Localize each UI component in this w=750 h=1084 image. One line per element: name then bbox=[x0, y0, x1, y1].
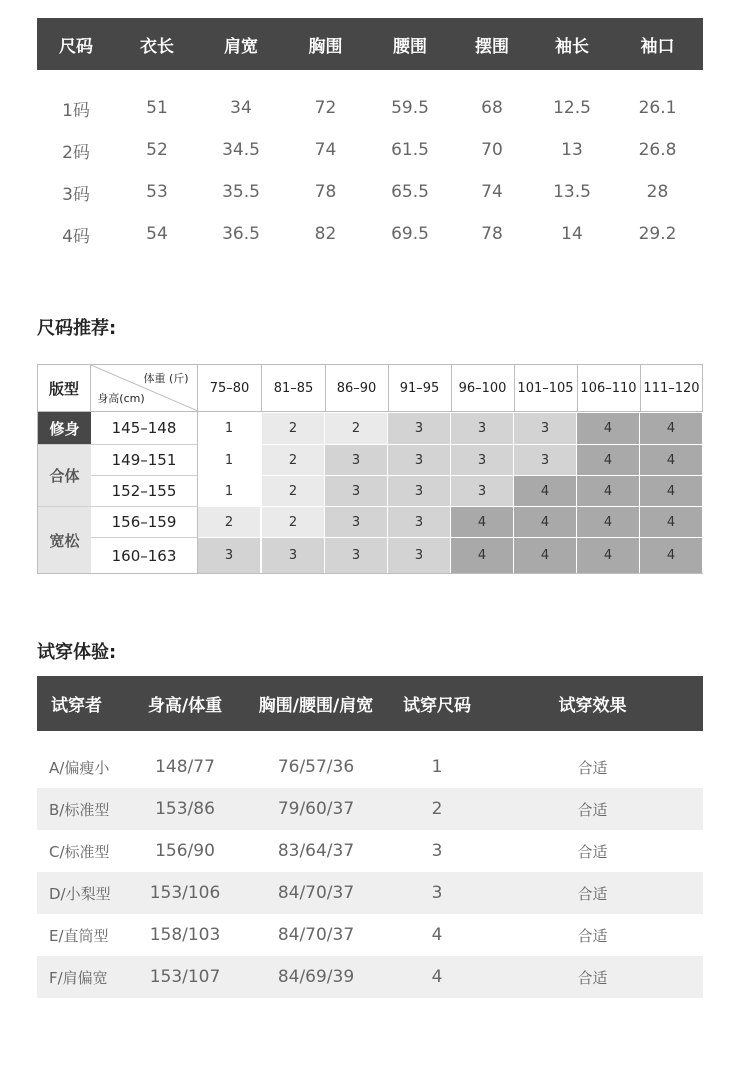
trial-table-cell: E/直筒型 bbox=[49, 926, 109, 945]
trial-table-cell: A/偏瘦小 bbox=[49, 758, 110, 777]
height-range-label: 145–148 bbox=[91, 412, 198, 444]
recommended-size-cell: 3 bbox=[262, 537, 325, 573]
size-table-cell: 34.5 bbox=[222, 140, 260, 160]
size-table-cell: 3码 bbox=[62, 184, 90, 205]
trial-table-cell: 合适 bbox=[577, 842, 608, 861]
size-table-cell: 70 bbox=[481, 140, 503, 160]
trial-table-cell: 合适 bbox=[577, 926, 608, 945]
recommended-size-cell: 4 bbox=[514, 537, 577, 573]
recommended-size-cell: 4 bbox=[514, 506, 577, 537]
size-table-cell: 78 bbox=[481, 224, 503, 244]
recommended-size-cell: 3 bbox=[388, 444, 451, 475]
recommended-size-cell: 2 bbox=[325, 412, 388, 444]
size-table-cell: 29.2 bbox=[638, 224, 677, 244]
size-table-cell: 74 bbox=[314, 140, 337, 160]
trial-table-cell: 158/103 bbox=[149, 925, 221, 945]
recommended-size-cell: 4 bbox=[640, 537, 703, 573]
recommended-size-cell: 3 bbox=[388, 412, 451, 444]
recommended-size-cell: 4 bbox=[640, 506, 703, 537]
size-header-cell: 衣长 bbox=[140, 36, 174, 57]
recommended-size-cell: 3 bbox=[325, 475, 388, 506]
weight-range-header: 96–100 bbox=[458, 380, 507, 396]
size-table-cell: 72 bbox=[314, 98, 337, 118]
size-table-cell: 78 bbox=[314, 182, 337, 202]
weight-range-header: 111–120 bbox=[643, 380, 700, 396]
trial-table-cell: C/标准型 bbox=[49, 842, 110, 861]
size-table-cell: 59.5 bbox=[391, 98, 429, 118]
size-header-cell: 袖口 bbox=[640, 36, 675, 57]
fit-type-label: 修身 bbox=[38, 412, 91, 444]
trial-table-row bbox=[37, 914, 703, 956]
recommended-size-cell: 2 bbox=[262, 412, 325, 444]
size-table-cell: 36.5 bbox=[222, 224, 260, 244]
trial-table-cell: 153/107 bbox=[149, 967, 221, 987]
size-header-cell: 尺码 bbox=[59, 36, 93, 57]
size-table-cell: 12.5 bbox=[553, 98, 591, 118]
fit-type-label: 宽松 bbox=[38, 506, 91, 573]
height-range-label: 149–151 bbox=[91, 444, 198, 475]
trial-header-cell: 身高/体重 bbox=[147, 696, 223, 716]
trial-table bbox=[37, 676, 703, 998]
trial-table-cell: 156/90 bbox=[155, 841, 215, 861]
trial-table-cell: 153/106 bbox=[149, 883, 221, 903]
recommended-size-cell: 3 bbox=[514, 444, 577, 475]
size-header-cell: 胸围 bbox=[308, 36, 343, 57]
trial-table-cell: 83/64/37 bbox=[277, 841, 355, 861]
recommended-size-cell: 3 bbox=[325, 537, 388, 573]
trial-table-row bbox=[37, 830, 703, 872]
height-range-label: 160–163 bbox=[91, 537, 198, 573]
trial-table-cell: D/小梨型 bbox=[49, 884, 111, 903]
recommended-size-cell: 1 bbox=[198, 412, 261, 444]
recommended-size-cell: 3 bbox=[451, 444, 514, 475]
trial-table-row bbox=[37, 956, 703, 998]
recommended-size-cell: 4 bbox=[640, 475, 703, 506]
height-axis-label: 身高(cm) bbox=[97, 392, 145, 405]
recommended-size-cell: 4 bbox=[640, 444, 703, 475]
trial-table-cell: 84/70/37 bbox=[277, 925, 355, 945]
trial-table-cell: 4 bbox=[431, 925, 443, 945]
trial-table-cell: 148/77 bbox=[155, 757, 215, 777]
trial-title: 试穿体验: bbox=[37, 642, 117, 663]
size-table-cell: 51 bbox=[146, 98, 168, 118]
recommended-size-cell: 3 bbox=[388, 475, 451, 506]
recommended-size-cell: 2 bbox=[262, 506, 325, 537]
size-table-row bbox=[37, 87, 703, 129]
trial-table-cell: 合适 bbox=[577, 968, 608, 987]
trial-table-cell: F/肩偏宽 bbox=[49, 968, 108, 987]
recommended-size-cell: 1 bbox=[198, 475, 261, 506]
recommended-size-cell: 4 bbox=[451, 537, 514, 573]
trial-table-cell: 84/70/37 bbox=[277, 883, 355, 903]
size-table-cell: 26.8 bbox=[638, 140, 677, 160]
trial-table-cell: 3 bbox=[431, 883, 443, 903]
size-table-cell: 14 bbox=[561, 224, 583, 244]
recommended-size-cell: 3 bbox=[451, 412, 514, 444]
size-table-cell: 74 bbox=[481, 182, 503, 202]
recommended-size-cell: 4 bbox=[577, 506, 640, 537]
trial-table-cell: 79/60/37 bbox=[277, 799, 355, 819]
size-table-row bbox=[37, 129, 703, 171]
trial-table-row bbox=[37, 788, 703, 830]
size-table-cell: 65.5 bbox=[391, 182, 429, 202]
recommended-size-cell: 2 bbox=[262, 475, 325, 506]
trial-table-cell: 84/69/39 bbox=[277, 967, 355, 987]
size-table bbox=[37, 18, 703, 255]
recommended-size-cell: 3 bbox=[388, 537, 451, 573]
size-table-row bbox=[37, 171, 703, 213]
size-header-cell: 袖长 bbox=[555, 36, 589, 57]
trial-table-cell: 合适 bbox=[577, 884, 608, 903]
size-table-cell: 13.5 bbox=[553, 182, 591, 202]
trial-table-cell: 4 bbox=[431, 967, 443, 987]
recommended-size-cell: 2 bbox=[262, 444, 325, 475]
recommendation-title: 尺码推荐: bbox=[37, 318, 117, 339]
recommended-size-cell: 4 bbox=[577, 537, 640, 573]
trial-table-cell: 2 bbox=[431, 799, 443, 819]
trial-table-cell: 3 bbox=[431, 841, 443, 861]
trial-header-cell: 试穿效果 bbox=[558, 696, 627, 716]
weight-range-header: 86–90 bbox=[336, 380, 377, 396]
size-table-cell: 1码 bbox=[62, 100, 90, 121]
size-table-row bbox=[37, 213, 703, 255]
size-table-cell: 61.5 bbox=[391, 140, 429, 160]
size-recommendation-grid bbox=[37, 364, 703, 574]
trial-table-row bbox=[37, 746, 703, 788]
size-table-cell: 69.5 bbox=[391, 224, 429, 244]
weight-range-header: 101–105 bbox=[517, 380, 574, 396]
trial-header-cell: 胸围/腰围/肩宽 bbox=[258, 696, 374, 716]
size-header-cell: 摆围 bbox=[475, 36, 509, 57]
recommended-size-cell: 3 bbox=[198, 537, 261, 573]
height-range-label: 156–159 bbox=[91, 506, 198, 537]
recommended-size-cell: 4 bbox=[451, 506, 514, 537]
recommended-size-cell: 4 bbox=[577, 475, 640, 506]
height-range-label: 152–155 bbox=[91, 475, 198, 506]
recommended-size-cell: 2 bbox=[198, 506, 261, 537]
trial-table-row bbox=[37, 872, 703, 914]
size-table-cell: 2码 bbox=[62, 142, 90, 163]
trial-table-cell: 76/57/36 bbox=[277, 757, 355, 777]
size-table-cell: 52 bbox=[146, 140, 168, 160]
trial-table-cell: 合适 bbox=[577, 800, 608, 819]
size-header-cell: 肩宽 bbox=[224, 36, 258, 57]
size-table-cell: 54 bbox=[146, 224, 168, 244]
recommended-size-cell: 4 bbox=[577, 412, 640, 444]
weight-range-header: 106–110 bbox=[580, 380, 637, 396]
size-table-header bbox=[37, 18, 703, 70]
trial-table-cell: 1 bbox=[431, 757, 443, 777]
size-table-cell: 13 bbox=[561, 140, 583, 160]
recommended-size-cell: 3 bbox=[514, 412, 577, 444]
recommended-size-cell: 4 bbox=[640, 412, 703, 444]
size-table-cell: 53 bbox=[146, 182, 168, 202]
recommended-size-cell: 3 bbox=[325, 506, 388, 537]
fit-type-header: 版型 bbox=[38, 365, 91, 411]
weight-range-header: 81–85 bbox=[273, 380, 314, 396]
trial-table-header bbox=[37, 676, 703, 731]
size-table-body bbox=[37, 70, 703, 255]
size-table-cell: 4码 bbox=[62, 226, 90, 247]
recommended-size-cell: 3 bbox=[388, 506, 451, 537]
recommended-size-cell: 3 bbox=[451, 475, 514, 506]
size-table-cell: 35.5 bbox=[222, 182, 260, 202]
size-table-cell: 68 bbox=[481, 98, 503, 118]
weight-axis-label: 体重 (斤) bbox=[143, 372, 189, 385]
recommended-size-cell: 4 bbox=[577, 444, 640, 475]
weight-range-header: 91–95 bbox=[399, 380, 440, 396]
trial-header-cell: 试穿尺码 bbox=[403, 696, 471, 716]
size-table-cell: 26.1 bbox=[638, 98, 677, 118]
size-table-cell: 28 bbox=[646, 182, 669, 202]
recommended-size-cell: 4 bbox=[514, 475, 577, 506]
trial-table-cell: 合适 bbox=[577, 758, 608, 777]
trial-header-cell: 试穿者 bbox=[51, 696, 102, 716]
recommended-size-cell: 3 bbox=[325, 444, 388, 475]
size-table-cell: 82 bbox=[314, 224, 337, 244]
weight-range-header: 75–80 bbox=[209, 380, 250, 396]
recommended-size-cell: 1 bbox=[198, 444, 261, 475]
size-table-cell: 34 bbox=[230, 98, 252, 118]
trial-table-cell: 153/86 bbox=[155, 799, 215, 819]
trial-table-body bbox=[37, 731, 703, 998]
trial-table-cell: B/标准型 bbox=[49, 800, 110, 819]
size-header-cell: 腰围 bbox=[393, 36, 427, 57]
fit-type-label: 合体 bbox=[38, 444, 91, 506]
